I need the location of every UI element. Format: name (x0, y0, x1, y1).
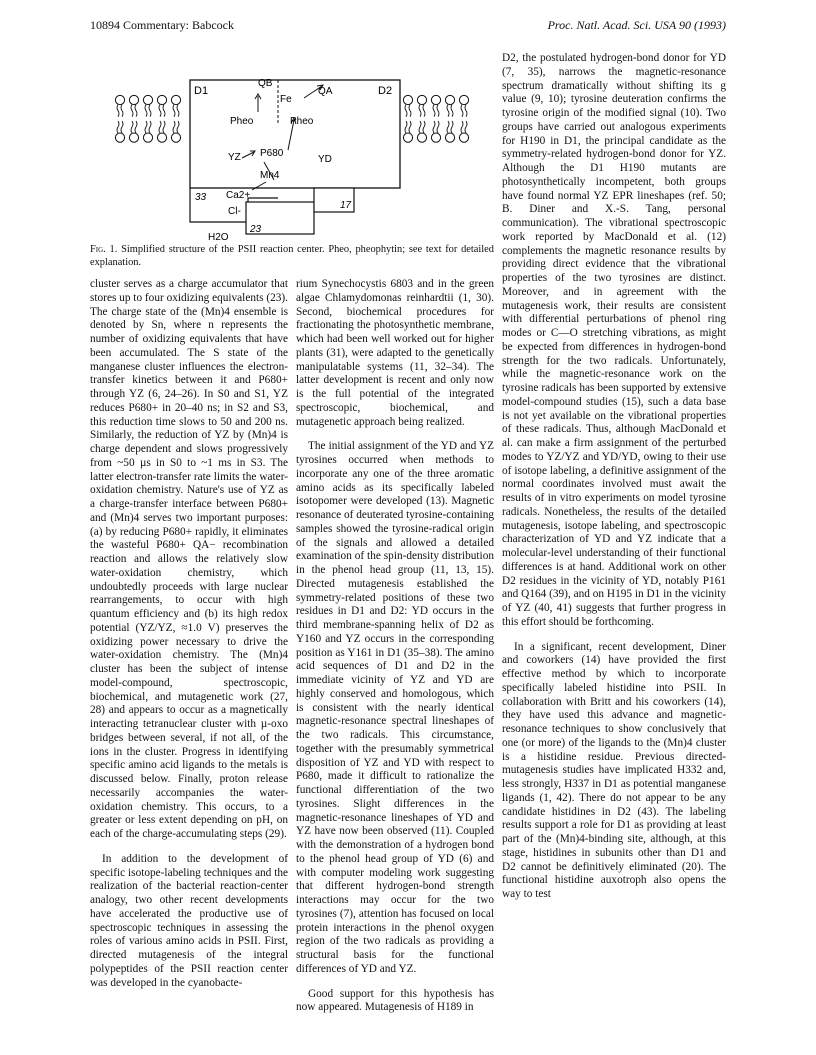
label-h2o: H2O (208, 232, 229, 243)
paragraph: In addition to the development of specific isotope-labeling techniques and the realization of the bacterial reaction-center analogy, two other recent developments have accelerated the productive use of spectroscopic techniques in assessing the roles of various amino acids in PSII. First, directed mutagenesis of the integral polypeptides of the PSII reaction center was developed in the cyanobacte- (90, 852, 288, 989)
label-mn4: Mn4 (260, 170, 280, 181)
text-column-3 (502, 52, 726, 902)
label-p680: P680 (260, 148, 284, 159)
text-column-1 (90, 278, 288, 990)
label-23: 23 (250, 224, 262, 235)
paragraph: D2, the postulated hydrogen-bond donor for YD (7, 35), narrows the magnetic-resonance spectrum dramatically without shifting its g value (9, 10); tyrosine deuteration confirms the tyrosine origin of the modified signal (10). Two groups have carried out analogous experiments for H190 in D1, the principal candidate as the symmetry-related hydrogen-bond donor for YZ. Although the D1 H190 mutants are photosynthetically incompetent, both groups have found normal YZ EPR lineshapes (ref. 50; B. Diner and X.-S. Tang, personal communication). The vibrational spectroscopic work reported by MacDonald et al. (12) complements the magnetic resonance results by providing direct evidence that the vibrational properties of the two tyrosines are distinct. Moreover, and in agreement with the mutagenesis work, their results are consistent with differential perturbations of phenol ring modes or C—O stretching vibrations, as might be expected from differences in hydrogen-bond strength for the two radicals. Unfortunately, while the magnetic-resonance work on the tyrosine radicals has been supported by extensive model-compound studies (15), such a data base is not yet available on the vibrational properties of these radicals. Thus, although MacDonald et al. can make a firm assignment of the perturbed modes to YZ/YZ and YD/YD, owing to their use of isotope labeling, a definitive assignment of the normal coordinates involved must await the results of in vitro experiments on model tyrosine radicals. Nonetheless, the results of the detailed mutagenesis, isotope labeling, and spectroscopic characterization of YD and YZ indicate that a molecular-level understanding of their functional differences is at hand. Additional work on other D2 residues in the vicinity of YD, notably P161 and Q164 (39), and on H195 in D1 in the vicinity of YZ (40, 41) suggests that further progress in this effort should be forthcoming. (502, 52, 726, 628)
text-column-2 (296, 278, 494, 1015)
caption-text: Simplified structure of the PSII reaction center. Pheo, pheophytin; see text for detailed explanation. (90, 244, 494, 268)
paragraph: rium Synechocystis 6803 and in the green algae Chlamydomonas reinhardtii (1, 30). Second, biochemical procedures for fractionating the photosynthetic membrane, which had been well worked out for higher plants (31), were adapted to the genetically manipulatable systems (11, 32–34). The latter development is recent and only now is the full potential of the integrated spectroscopic, biochemical, and mutagenetic approach being realized. (296, 278, 494, 428)
label-33: 33 (195, 192, 207, 203)
label-d1: D1 (194, 85, 209, 97)
figure-caption (90, 243, 494, 269)
caption-label: Fig. 1. (90, 244, 118, 255)
paragraph: Good support for this hypothesis has now appeared. Mutagenesis of H189 in (296, 987, 494, 1014)
figure-psii-diagram (112, 52, 492, 244)
lipid-bilayer-right (403, 95, 468, 142)
d1-d2-box (190, 80, 400, 188)
label-pheo-left: Pheo (230, 116, 254, 127)
lipid-bilayer-left (115, 95, 180, 142)
label-qb: QB (258, 78, 273, 89)
label-yz: YZ (228, 152, 241, 163)
running-header-left: 10894 Commentary: Babcock (90, 18, 234, 32)
paragraph: The initial assignment of the YD and YZ tyrosines occurred when methods to incorporate any one of the three aromatic amino acids as its specifically labeled isotopomer were developed (13). Magnetic resonance of deuterated tyrosine-containing samples showed the tyrosine-radical origin of the signals and allowed a detailed examination of the spin-density distribution in the phenol head group (11, 13, 15). Directed mutagenesis established the symmetry-related positions of these two residues in D1 and D2: YD occurs in the third membrane-spanning helix of D2 as Y160 and YZ occurs in the corresponding position as Y161 in D1 (35–38). The amino acid sequences of D1 and D2 in the immediate vicinity of YZ and YD are highly conserved and homologous, which is consistent with the nearly identical magnetic-resonance spectral lineshapes of the two radicals. This circumstance, together with the presumably symmetrical disposition of YZ and YD with respect to P680, made it difficult to rationalize the functional differentiation of the two tyrosines. Slight differences in the magnetic-resonance lineshapes of YD and YZ have now been observed (11). Coupled with the demonstration of a hydrogen bond to the phenol head group of YD (6) and with computer modeling work suggesting that different hydrogen-bond strength interactions may occur for the two tyrosines (7), attention has focused on local protein interactions in the phenol oxygen region of the two radicals as providing a structural basis for the functional differences of YD and YZ. (296, 440, 494, 975)
label-yd: YD (318, 154, 332, 165)
label-17: 17 (340, 200, 352, 211)
label-fe: Fe (280, 94, 292, 105)
label-qa: QA (318, 86, 333, 97)
paragraph: In a significant, recent development, Diner and coworkers (14) have provided the first effective method by which to incorporate specifically labeled histidine into PSII. In collaboration with Britt and his coworkers (14), they have used this advance and magnetic-resonance techniques to show conclusively that one (or more) of the ligands to the (Mn)4 cluster is a histidine residue. Previous directed-mutagenesis studies have implicated H332 and, less strongly, H337 in D1 as potential manganese ligands (1, 42). There do not appear to be any candidate histidines in D2 (43). The labeling results support a role for D1 as providing at least part of the (Mn)4-binding site, although, at this stage, histidines in subunits other than D1 and D2 cannot be definitively eliminated (20). The functional histidine auxotroph also opens the way to test (502, 640, 726, 900)
label-d2: D2 (378, 85, 393, 97)
label-cl: Cl- (228, 206, 241, 217)
label-pheo-right: Pheo (290, 116, 314, 127)
running-header-right: Proc. Natl. Acad. Sci. USA 90 (1993) (547, 18, 726, 32)
label-ca: Ca2+ (226, 190, 251, 201)
paragraph: cluster serves as a charge accumulator that stores up to four oxidizing equivalents (23). The charge state of the (Mn)4 ensemble is denoted by Sn, where n represents the number of oxidizing equivalents that have been accumulated. The S state of the manganese cluster influences the electron-transfer kinetics between it and P680+ through YZ (6, 24–26). In S0 and S1, YZ reduces P680+ in 20–40 ns; in S2 and S3, this reduction time slows to 50 and 200 ns. Similarly, the reduction of YZ by (Mn)4 is charge dependent and slows progressively from ~50 µs in S0 to ~1 ms in S3. The latter electron-transfer rate limits the water-oxidation chemistry. Nature's use of YZ as a charge-transfer interface between P680+ and (Mn)4 serves two important purposes: (a) by reducing P680+ rapidly, it eliminates the wasteful P680+ QA− recombination reaction and allows the relatively slow water-oxidation chemistry, which undoubtedly proceeds with large nuclear rearrangements, to occur with high quantum efficiency and (b) its high redox potential (YZ/YZ, ≈1.0 V) preserves the oxidizing power necessary to drive the water-oxidation chemistry. The (Mn)4 cluster has been the subject of intense model-compound, spectroscopic, biochemical, and mutagenetic work (27, 28) and appears to occur as a magnetically interacting tetranuclear cluster with µ-oxo bridges between several, if not all, of the ions in the cluster. Progress in identifying specific amino acid ligands to the metals is discussed below. Finally, proton release necessarily accompanies the water-oxidation chemistry. This occurs, to a greater or less extent depending on pH, on each of the charge-accumulating steps (29). (90, 278, 288, 840)
